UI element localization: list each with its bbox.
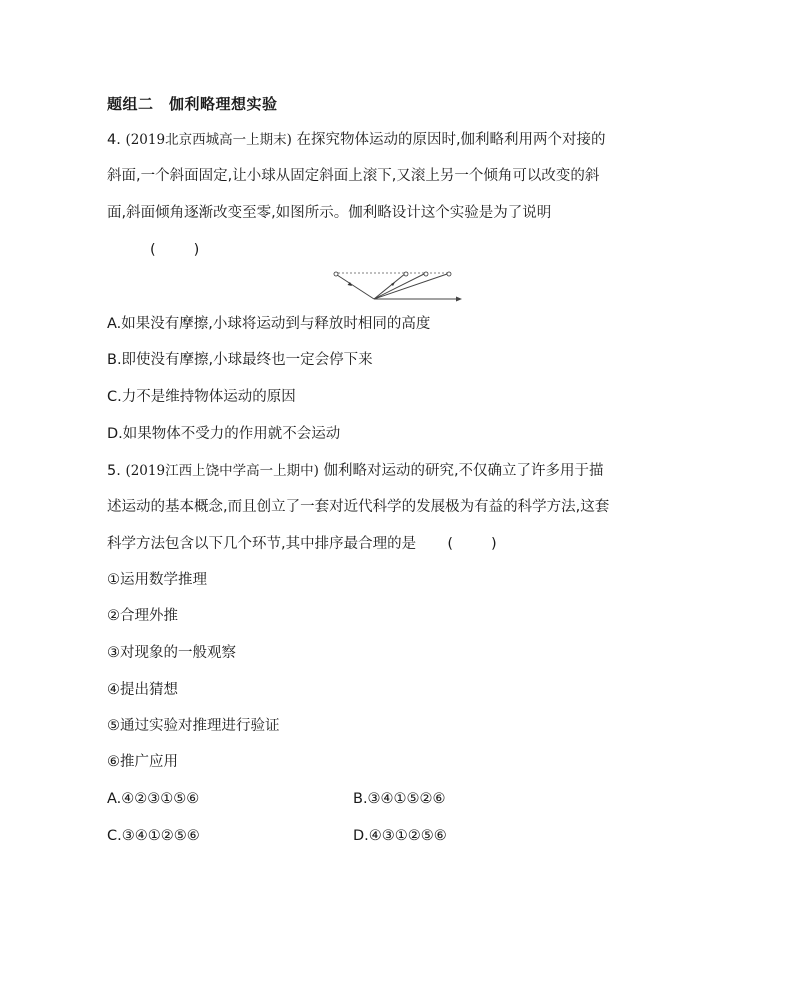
q4-number: 4.	[107, 132, 121, 148]
q4-source: (2019北京西城高一上期末)	[125, 132, 292, 148]
ball-start	[334, 272, 338, 276]
q5-text-1: 伽利略对运动的研究,不仅确立了许多用于描	[323, 463, 604, 479]
q4-option-b: B.即使没有摩擦,小球最终也一定会停下来	[107, 352, 373, 368]
ball-shallow	[447, 272, 451, 276]
q4-line-2: 斜面,一个斜面固定,让小球从固定斜面上滚下,又滚上另一个倾角可以改变的斜	[107, 168, 600, 184]
q5-option-d: D.④③①②⑤⑥	[353, 828, 447, 844]
q5-number: 5.	[107, 463, 121, 479]
q5-source: (2019江西上饶中学高一上期中)	[125, 463, 319, 479]
q5-line-2: 述运动的基本概念,而且创立了一套对近代科学的发展极为有益的科学方法,这套	[107, 499, 610, 515]
q4-line-1	[107, 130, 606, 150]
q4-answer-bracket: ( )	[150, 242, 200, 258]
q4-text-1: 在探究物体运动的原因时,伽利略利用两个对接的	[296, 132, 606, 148]
q5-answer-bracket: ( )	[447, 536, 497, 552]
slope-shallow	[374, 273, 450, 299]
q5-step-1: ①运用数学推理	[107, 572, 207, 588]
q4-option-c: C.力不是维持物体运动的原因	[107, 389, 296, 405]
section-title: 题组二 伽利略理想实验	[107, 95, 278, 113]
q5-step-6: ⑥推广应用	[107, 754, 178, 770]
q4-option-d: D.如果物体不受力的作用就不会运动	[107, 426, 341, 442]
slope-steep	[374, 273, 406, 299]
fixed-slope	[334, 273, 374, 299]
q4-line-3: 面,斜面倾角逐渐改变至零,如图所示。伽利略设计这个实验是为了说明	[107, 205, 552, 221]
ball-steep	[404, 272, 408, 276]
q5-step-3: ③对现象的一般观察	[107, 645, 236, 661]
q5-option-c: C.③④①②⑤⑥	[107, 828, 200, 844]
q4-option-a: A.如果没有摩擦,小球将运动到与释放时相同的高度	[107, 316, 431, 332]
q5-option-a: A.④②③①⑤⑥	[107, 791, 200, 807]
up-arrow-icon	[391, 282, 395, 286]
ball-medium	[424, 272, 428, 276]
inclined-planes-figure	[328, 266, 464, 306]
q5-step-2: ②合理外推	[107, 608, 178, 624]
arrow-icon	[456, 297, 462, 302]
slope-medium	[374, 273, 426, 299]
q5-option-b: B.③④①⑤②⑥	[353, 791, 446, 807]
q5-step-5: ⑤通过实验对推理进行验证	[107, 718, 280, 734]
q5-line-3: 科学方法包含以下几个环节,其中排序最合理的是 ( )	[107, 536, 497, 552]
q5-step-4: ④提出猜想	[107, 682, 178, 698]
q5-line-1	[107, 461, 604, 481]
